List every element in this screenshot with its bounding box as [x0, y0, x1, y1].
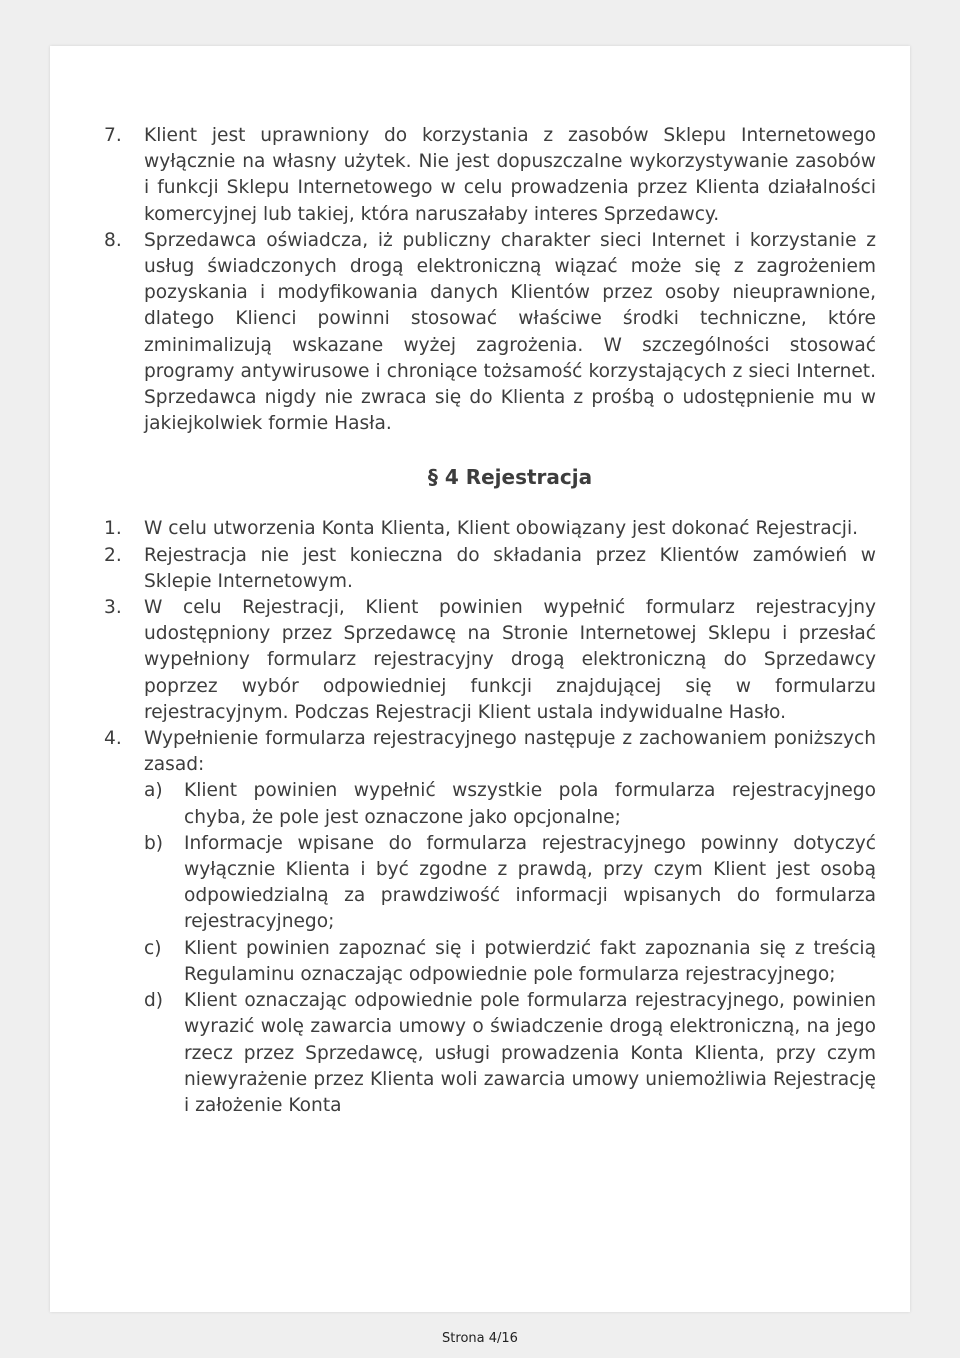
- sub-list-item-text: Klient powinien zapoznać się i potwierdzić fakt zapoznania się z treścią Regulaminu oznaczając odpowiednie pole formularza rejestracyjnego;: [184, 937, 876, 985]
- list-item: [104, 123, 876, 228]
- list-item-text: Rejestracja nie jest konieczna do składania przez Klientów zamówień w Sklepie Internetowym.: [144, 544, 876, 592]
- list-item-number: 1.: [104, 518, 122, 540]
- list-item-number: 4.: [104, 728, 122, 750]
- sub-list-item-label: c): [144, 937, 162, 959]
- sub-list-item-label: b): [144, 832, 164, 854]
- list-item: [104, 543, 876, 595]
- sub-list-item: [144, 988, 876, 1119]
- list-item: [104, 726, 876, 1119]
- list-item-text: Wypełnienie formularza rejestracyjnego następuje z zachowaniem poniższych zasad:: [144, 728, 876, 776]
- list-item-text: Sprzedawca oświadcza, iż publiczny charakter sieci Internet i korzystanie z usług świadczonych drogą elektroniczną wiązać może się z zagrożeniem pozyskania i modyfikowania danych Klientów przez osoby nieuprawnione, dlatego Klienci powinni stosować właściwe środki techniczne, które zminimalizują wskazane wyżej zagrożenia. W szczególności stosować programy antywirusowe i chroniące tożsamość korzystających z sieci Internet. Sprzedawca nigdy nie zwraca się do Klienta z prośbą o udostępnienie mu w jakiejkolwiek formie Hasła.: [144, 229, 876, 435]
- list-item-text: Klient jest uprawniony do korzystania z zasobów Sklepu Internetowego wyłącznie na własny użytek. Nie jest dopuszczalne wykorzystywanie zasobów i funkcji Sklepu Internetowego w celu prowadzenia przez Klienta działalności komercyjnej lub takiej, która naruszałaby interes Sprzedawcy.: [144, 125, 876, 225]
- list-item-body: [144, 726, 876, 1119]
- sub-list-item-text: Klient powinien wypełnić wszystkie pola formularza rejestracyjnego chyba, że pole jest oznaczone jako opcjonalne;: [184, 780, 876, 828]
- list-item: [104, 595, 876, 726]
- page-number-footer: Strona 4/16: [442, 1331, 518, 1346]
- sub-list-item: [144, 936, 876, 988]
- document-body: [104, 123, 876, 1119]
- sub-list-item: [144, 778, 876, 830]
- section-heading: § 4 Rejestracja: [427, 465, 593, 490]
- sub-list-item-text: Klient oznaczając odpowiednie pole formularza rejestracyjnego, powinien wyrazić wolę zawarcia umowy o świadczenie drogą elektroniczną, na jego rzecz przez Sprzedawcę, usługi prowadzenia Konta Klienta, przy czym niewyrażenie przez Klienta woli zawarcia umowy uniemożliwia Rejestrację i założenie Konta: [184, 990, 876, 1116]
- list-item-text: W celu utworzenia Konta Klienta, Klient obowiązany jest dokonać Rejestracji.: [144, 518, 859, 540]
- list-item: [104, 228, 876, 438]
- list-item-text: W celu Rejestracji, Klient powinien wypełnić formularz rejestracyjny udostępniony przez Sprzedawcę na Stronie Internetowej Sklepu i przesłać wypełniony formularz rejestracyjny drogą elektroniczną do Sprzedawcy poprzez wybór odpowiedniej funkcji znajdującej się w formularzu rejestracyjnym. Podczas Rejestracji Klient ustala indywidualne Hasło.: [144, 597, 876, 723]
- list-item-number: 2.: [104, 544, 122, 566]
- list-item-number: 3.: [104, 597, 122, 619]
- list-item-number: 8.: [104, 229, 122, 251]
- sub-list-item-text: Informacje wpisane do formularza rejestracyjnego powinny dotyczyć wyłącznie Klienta i być zgodne z prawdą, przy czym Klient jest osobą odpowiedzialną za prawdziwość informacji wpisanych do formularza rejestracyjnego;: [184, 832, 876, 933]
- sub-list-item-label: a): [144, 780, 163, 802]
- sub-list-item: [144, 831, 876, 936]
- list-item-number: 7.: [104, 125, 122, 146]
- list-item: [104, 516, 876, 542]
- sub-list-item-label: d): [144, 990, 164, 1012]
